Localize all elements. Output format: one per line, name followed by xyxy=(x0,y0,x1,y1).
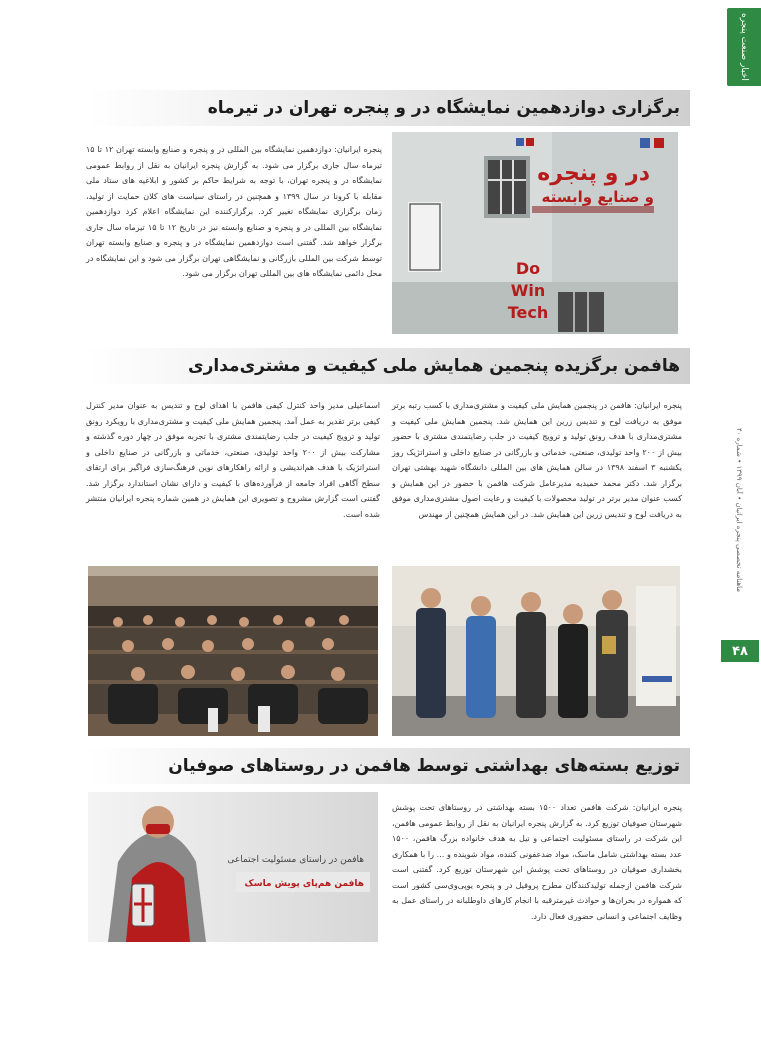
article-2-col-left xyxy=(86,398,380,558)
poster-tagline-3: Tech xyxy=(507,303,549,322)
page-number: ۴۸ xyxy=(721,640,759,662)
poster-headline-1: در و پنجره xyxy=(537,161,650,186)
article-3-text: پنجره ایرانیان: شرکت هافمن تعداد ۱۵۰۰ بسته بهداشتی در روستاهای تحت پوشش شهرستان صوفیان توزیع کرد. به گزارش پنجره ایرانیان به نقل از روابط عمومی هافمن، این شرکت در راستای مسئولیت اجتماعی و نیل به هدف خانواده بزرگ هافمن، ۱۵۰۰ عدد بسته بهداشتی شامل ماسک، مواد ضدعفونی کننده، مواد شوینده و ... را با همکاری بخشداری صوفیان در روستاهای تحت پوشش این شهرستان توزیع کرد. گفتنی است شرکت هافمن ازجمله تولیدکنندگان مطرح پروفیل در و پنجره یوپی‌وی‌سی کشور است که همواره در بحران‌ها و حوادث غیرمترقبه با انجام کارهای داوطلبانه در راستای عمل به وظایف اجتماعی و انسانی حضوری فعال دارد. xyxy=(392,803,683,921)
audience-photo xyxy=(88,566,378,736)
exhibition-poster xyxy=(392,132,678,334)
article-2-text-left: اسماعیلی مدیر واحد کنترل کیفی هافمن با اهدای لوح و تندیس به عنوان مدیر کنترل کیفی برتر تقدیر به عمل آمد. پنجمین همایش ملی کیفیت و مشتری‌مداری با رویکرد رونق تولید و ترویج کیفیت در جلب رضایتمندی مشتری با تجربه موفق در چهار دوره گذشته و مشارکت بیش از ۲۰۰ واحد تولیدی، صنعتی، خدماتی و بازرگانی در صنایع داخلی و استراتژیک با هدف هم‌اندیشی و ارائه راهکارهای نوین فرهنگ‌سازی فراگیر برای ارتقای سطح آگاهی افراد جامعه از فرآورده‌های با کیفیت و دارای نشان استاندارد برگزار شد. گفتنی است گزارش مشروح و تصویری این همایش در همین شماره پنجره ایرانیان منتشر شده است. xyxy=(86,401,381,519)
article-2-title: هافمن برگزیده پنجمین همایش ملی کیفیت و مشتری‌مداری xyxy=(188,356,680,376)
banner-line-1: هافمن در راستای مسئولیت اجتماعی xyxy=(227,855,364,865)
poster-tagline-2: Win xyxy=(510,281,546,300)
article-1-header xyxy=(86,90,690,126)
banner-line-2: هافمن هم‌پای پویش ماسک xyxy=(244,879,364,889)
article-3-header xyxy=(86,748,690,784)
article-3-title: توزیع بسته‌های بهداشتی توسط هافمن در روستاهای صوفیان xyxy=(168,756,680,776)
article-1-title: برگزاری دوازدهمین نمایشگاه در و پنجره تهران در تیرماه xyxy=(207,98,680,118)
article-2-header xyxy=(86,348,690,384)
poster-tagline-1: Do xyxy=(515,259,541,278)
social-responsibility-banner xyxy=(88,792,378,942)
article-3-body xyxy=(392,800,682,960)
article-1-body xyxy=(86,142,382,342)
section-tab-label: اخبار صنعت پنجره xyxy=(739,13,749,81)
poster-headline-2: و صنایع وابسته xyxy=(541,188,654,206)
article-2-text-right: پنجره ایرانیان: هافمن در پنجمین همایش ملی کیفیت و مشتری‌مداری با کسب رتبه برتر موفق به دریافت لوح و تندیس زرین این همایش شد. پنجمین همایش ملی کیفیت و مشتری‌مداری با هدف رونق تولید و ترویج کیفیت در جلب رضایتمندی مشتری با حضور بیش از ۲۰۰ واحد تولیدی، صنعتی، خدماتی و بازرگانی در صنایع داخلی و استراتژیک روز یکشنبه ۳ اسفند ۱۳۹۸ در سالن همایش های بین المللی دانشگاه شهید بهشتی تهران برگزار شد. دکتر محمد حمیدیه مدیرعامل شرکت هافمن با حضور در این همایش و کسب عنوان مدیر برتر در تولید محصولات با کیفیت و رعایت اصول مشتری‌مداری موفق به دریافت لوح و تندیس زرین این همایش شد. در این همایش همچنین از مهندس xyxy=(392,401,682,519)
article-1-text: پنجره ایرانیان: دوازدهمین نمایشگاه بین المللی در و پنجره و صنایع وابسته تهران ۱۲ تا ۱۵ تیرماه سال جاری برگزار می شود. به گزارش پنجره ایرانیان به نقل از روابط عمومی نمایشگاه در و پنجره تهران، با توجه به شرایط حاکم بر کشور و ابلاغیه های ستاد ملی مقابله با کرونا در سال ۱۳۹۹ و همچنین در راستای سیاست های کلان حمایت از تولید، زمان برگزاری نمایشگاه تغییر کرد. برگزارکننده این نمایشگاه اعلام کرد دوازدهمین نمایشگاه بین المللی در و پنجره و صنایع وابسته نیز در تاریخ ۱۲ تا ۱۵ تیرماه سال جاری برگزار خواهد شد. گفتنی است دوازدهمین نمایشگاه در و پنجره و صنایع وابسته تهران توسط شرکت بین المللی بازرگانی و نمایشگاهی تهران برگزار می شود و این نمایشگاه در محل دائمی نمایشگاه های بین المللی تهران برگزار می شود. xyxy=(86,145,383,278)
issue-info xyxy=(733,330,745,690)
section-tab xyxy=(727,8,761,86)
article-2-col-right xyxy=(392,398,682,558)
issue-info-text: ماهنامه تخصصی پنجره ایرانیان • آبان ۱۳۹۹ • شماره ۴۰ xyxy=(735,427,743,593)
award-photo xyxy=(392,566,680,736)
